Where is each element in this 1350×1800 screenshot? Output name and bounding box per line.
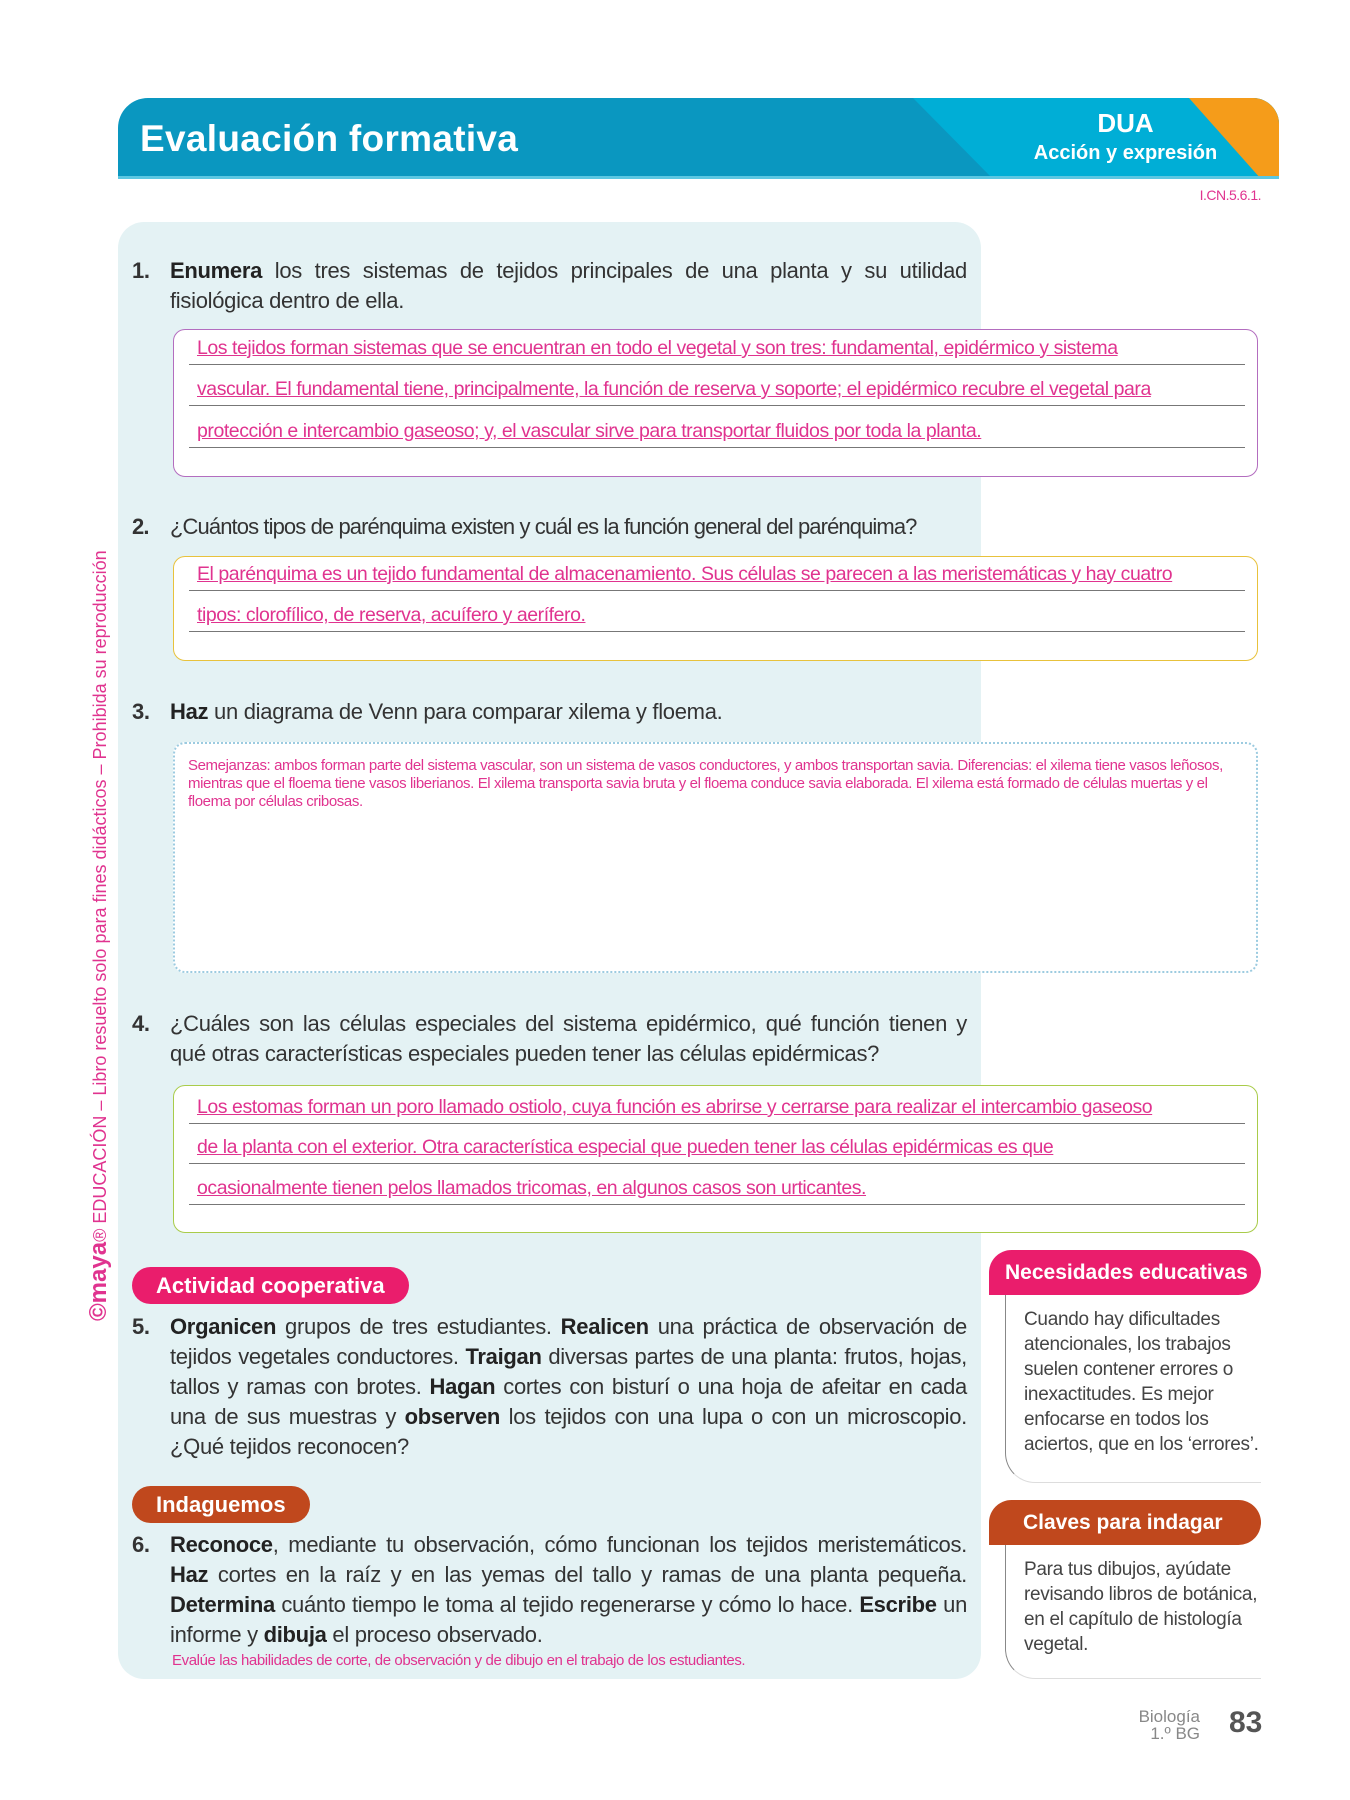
- cooperative-activity-label: Actividad cooperativa: [132, 1267, 409, 1304]
- verb: Organicen: [170, 1314, 277, 1339]
- question-6: [132, 1530, 967, 1650]
- section-header: [118, 98, 1279, 179]
- question-verb: Enumera: [170, 258, 263, 283]
- venn-answer-box[interactable]: Semejanzas: ambos forman parte del sistema vascular, son un sistema de vasos conductores, y ambos transportan savia. Diferencias: el xilema tiene vasos leñosos, mientras que el floema tiene vasos liberianos. El xilema transporta savia bruta y el floema conduce savia elaborada. El xilema está formado de células muertas y el floema por células cribosas.: [173, 742, 1258, 973]
- question-number: 6.: [132, 1532, 150, 1557]
- verb: Reconoce: [170, 1532, 273, 1557]
- inquiry-label: Indaguemos: [132, 1486, 310, 1523]
- dua-label: DUA: [1097, 108, 1154, 138]
- answer-box-1[interactable]: [173, 329, 1258, 477]
- question-3: [132, 697, 967, 727]
- answer-line: protección e intercambio gaseoso; y, el vascular sirve para transportar fluidos por toda la planta.: [189, 416, 1245, 448]
- verb: Traigan: [465, 1344, 542, 1369]
- answer-box-4[interactable]: [173, 1085, 1258, 1233]
- answer-line: El parénquima es un tejido fundamental de almacenamiento. Sus células se parecen a las meristemáticas y hay cuatro: [189, 559, 1245, 591]
- text: cortes en la raíz y en las yemas del tallo y ramas de una planta pequeña.: [208, 1562, 967, 1587]
- question-number: 5.: [132, 1314, 150, 1339]
- answer-box-2[interactable]: [173, 556, 1258, 661]
- text: , mediante tu observación, cómo funcionan los tejidos meristemáticos.: [272, 1532, 967, 1557]
- answer-line: de la planta con el exterior. Otra característica especial que pueden tener las células epidérmicas es que: [189, 1132, 1245, 1164]
- verb: Hagan: [429, 1374, 496, 1399]
- sidebar-special-needs: [989, 1250, 1261, 1483]
- question-number: 4.: [132, 1011, 150, 1036]
- grade: 1.º BG: [1150, 1724, 1200, 1743]
- question-number: 2.: [132, 514, 149, 539]
- brand-logo: ©maya: [85, 1241, 112, 1321]
- answer-line: vascular. El fundamental tiene, principalmente, la función de reserva y soporte; el epidérmico recubre el vegetal para: [189, 374, 1245, 406]
- page-title: Evaluación formativa: [140, 118, 519, 159]
- sidebar-text: Cuando hay dificultades atencionales, los trabajos suelen contener errores o inexactitudes. Es mejor enfocarse en todos los aciertos, que en los ‘errores’.: [1005, 1295, 1261, 1483]
- credit-text: ® EDUCACIÓN – Libro resuelto solo para fines didácticos – Prohibida su reproducción: [90, 550, 110, 1242]
- question-5: [132, 1312, 967, 1462]
- answer-line: ocasionalmente tienen pelos llamados tricomas, en algunos casos son urticantes.: [189, 1173, 1245, 1205]
- dua-subtitle: Acción y expresión: [1033, 142, 1218, 164]
- sidebar-inquiry-keys: [989, 1500, 1261, 1679]
- header-underline: [118, 176, 1279, 179]
- text: cortes con bisturí o una hoja de afeitar en cada una de sus muestras y: [170, 1374, 967, 1429]
- text: diversas partes de una planta: frutos, hojas, tallos y ramas con brotes.: [170, 1344, 967, 1399]
- verb: Haz: [170, 1562, 209, 1587]
- question-2: [132, 512, 967, 542]
- text: cuánto tiempo le toma al tejido regenerarse y cómo lo hace.: [274, 1592, 860, 1617]
- subject: Biología: [1138, 1707, 1200, 1726]
- verb: Realicen: [560, 1314, 649, 1339]
- sidebar-title: Claves para indagar: [989, 1500, 1261, 1545]
- question-4: [132, 1009, 967, 1069]
- answer-line: tipos: clorofílico, de reserva, acuífero y aerífero.: [189, 600, 1245, 632]
- question-number: 3.: [132, 699, 150, 724]
- text: un informe y: [170, 1592, 967, 1647]
- verb: Determina: [170, 1592, 275, 1617]
- question-text: los tres sistemas de tejidos principales de una planta y su utilidad fisiológica dentro de ella.: [170, 258, 967, 313]
- verb: observen: [404, 1404, 501, 1429]
- indicator-code: I.CN.5.6.1.: [1199, 187, 1261, 203]
- teacher-note: Evalúe las habilidades de corte, de observación y de dibujo en el trabajo de los estudiantes.: [172, 1652, 746, 1669]
- sidebar-title: Necesidades educativas: [989, 1250, 1261, 1295]
- footer-subject: [1139, 1708, 1200, 1742]
- question-text: ¿Cuántos tipos de parénquima existen y cuál es la función general del parénquima?: [170, 514, 917, 539]
- question-verb: Haz: [170, 699, 209, 724]
- answer-line: Los tejidos forman sistemas que se encuentran en todo el vegetal y son tres: fundamental, epidérmico y sistema: [189, 333, 1245, 365]
- page-number: 83: [1229, 1706, 1263, 1739]
- question-text: un diagrama de Venn para comparar xilema y floema.: [208, 699, 723, 724]
- verb: Escribe: [859, 1592, 937, 1617]
- side-credit: [86, 550, 112, 1321]
- text: el proceso observado.: [326, 1622, 543, 1647]
- answer-line: Los estomas forman un poro llamado ostiolo, cuya función es abrirse y cerrarse para realizar el intercambio gaseoso: [189, 1092, 1245, 1124]
- text: una práctica de observación de tejidos vegetales conductores.: [170, 1314, 967, 1369]
- verb: dibuja: [263, 1622, 327, 1647]
- text: grupos de tres estudiantes.: [276, 1314, 561, 1339]
- question-1: [132, 256, 967, 316]
- sidebar-text: Para tus dibujos, ayúdate revisando libros de botánica, en el capítulo de histología vegetal.: [1005, 1545, 1261, 1679]
- question-text: ¿Cuáles son las células especiales del sistema epidérmico, qué función tienen y qué otras características especiales pueden tener las células epidérmicas?: [170, 1011, 967, 1066]
- text: los tejidos con una lupa o con un microscopio. ¿Qué tejidos reconocen?: [170, 1404, 967, 1459]
- question-number: 1.: [132, 258, 150, 283]
